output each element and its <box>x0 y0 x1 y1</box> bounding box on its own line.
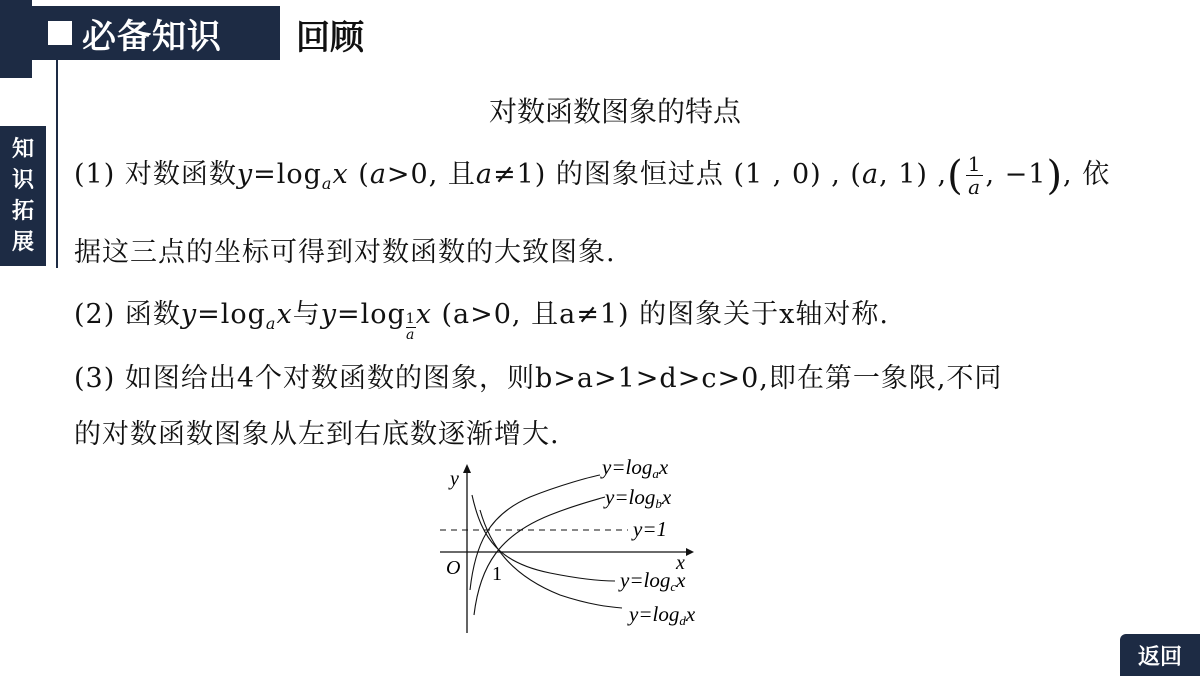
curve-log-b <box>474 497 605 615</box>
text: 与 <box>292 299 321 330</box>
text: =log <box>336 299 406 330</box>
var: x <box>276 299 293 330</box>
label-text: y=log <box>629 602 680 626</box>
text: , 依 <box>1063 159 1111 190</box>
square-icon <box>48 21 72 45</box>
paren: ( <box>947 153 964 199</box>
paragraph-3-line-2: 的对数函数图象从左到右底数逐渐增大. <box>74 419 560 450</box>
x-axis-arrow <box>686 548 694 556</box>
frac-den: a <box>406 327 416 343</box>
header-subtitle: 回顾 <box>296 18 364 58</box>
label-text: y=log <box>602 455 653 479</box>
back-button[interactable]: 返回 <box>1120 634 1200 676</box>
var: x <box>415 299 432 330</box>
y-axis-label: y <box>450 468 459 490</box>
origin-label: O <box>446 557 461 579</box>
x-axis-label: x <box>676 552 685 574</box>
frac-den: a <box>968 175 982 199</box>
side-tab-char: 知 <box>11 137 34 162</box>
text: 的图象恒过点 (1 , 0) , ( <box>546 159 862 190</box>
text: ≠1) <box>493 159 547 190</box>
label-sub: c <box>670 579 677 594</box>
sub: a <box>321 174 333 193</box>
label-text: x <box>685 602 696 626</box>
label-text: x <box>676 568 686 592</box>
var: y <box>320 299 337 330</box>
label-sub: a <box>652 466 659 481</box>
curve-label-c <box>618 568 686 594</box>
var: a <box>475 159 493 190</box>
one-label: 1 <box>492 563 502 585</box>
var: a <box>861 159 880 190</box>
curve-log-a <box>470 475 600 590</box>
text: ( <box>348 159 370 190</box>
text: , −1 <box>985 159 1047 190</box>
fraction <box>966 153 984 198</box>
var: y <box>236 159 254 190</box>
side-tab-char: 拓 <box>11 199 34 224</box>
y-axis-arrow <box>463 464 471 473</box>
side-tab-char: 识 <box>11 168 34 193</box>
text: =log <box>253 159 322 190</box>
label-sub: b <box>655 496 662 511</box>
frac-num: 1 <box>967 152 982 176</box>
curve-label-d <box>627 602 696 628</box>
text: , 1) , <box>879 159 948 190</box>
side-tab-char: 展 <box>11 230 34 255</box>
text: (2) 函数 <box>74 299 181 330</box>
small-fraction <box>406 312 416 343</box>
curve-label-b <box>603 485 672 511</box>
corner-block <box>0 0 32 78</box>
paragraph-2 <box>74 292 889 343</box>
frac-num: 1 <box>405 311 416 327</box>
paragraph-1-line-2: 据这三点的坐标可得到对数函数的大致图象. <box>74 237 616 268</box>
var: a <box>369 159 387 190</box>
text: (1) 对数函数 <box>74 159 237 190</box>
paragraph-1-line-1 <box>74 152 1110 199</box>
text: =log <box>197 299 266 330</box>
y-equals-1-label: y=1 <box>633 517 667 541</box>
label-text: x <box>658 455 669 479</box>
sub: a <box>265 314 277 333</box>
label-text: y=log <box>605 485 656 509</box>
text: (a>0, 且a≠1) <box>431 299 630 330</box>
paragraph-3-line-1: (3) 如图给出4个对数函数的图象，则b>a>1>d>c>0,即在第一象限,不同 <box>74 363 1003 394</box>
content-title: 对数函数图象的特点 <box>488 95 741 128</box>
curve-log-d <box>480 510 622 608</box>
var: y <box>180 299 198 330</box>
log-functions-figure <box>400 455 740 640</box>
header-title: 必备知识 <box>82 16 222 57</box>
curve-label-a <box>600 455 669 481</box>
label-sub: d <box>679 613 686 628</box>
label-text: x <box>661 485 672 509</box>
text: >0, 且 <box>386 159 476 190</box>
paren: ) <box>1046 153 1064 199</box>
var: x <box>332 159 349 190</box>
label-text: y=log <box>620 568 671 592</box>
text: 的图象关于x轴对称. <box>629 299 889 330</box>
side-tab[interactable] <box>0 126 46 266</box>
header-band <box>32 6 280 60</box>
